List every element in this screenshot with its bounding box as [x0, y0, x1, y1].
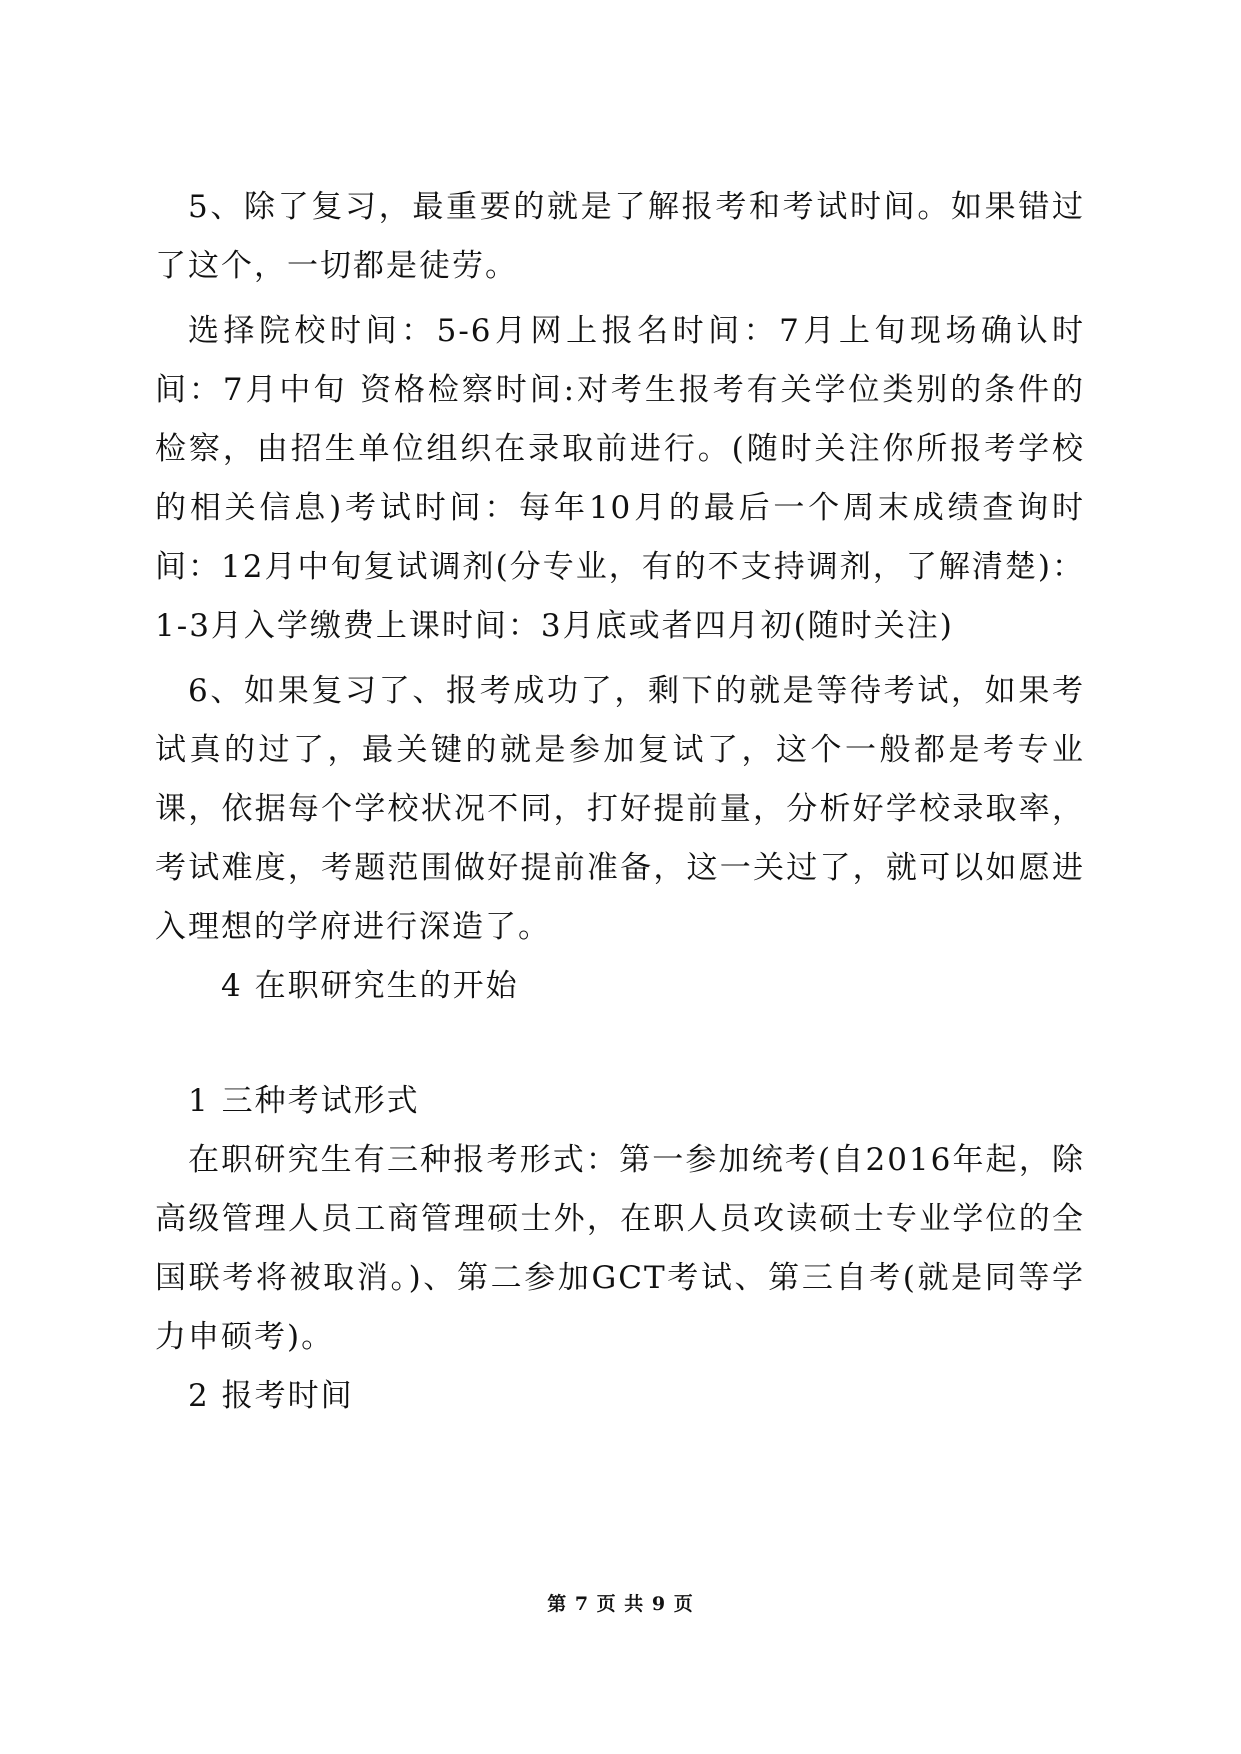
subsection-title-registration-time: 2 报考时间: [188, 1378, 354, 1414]
section-spacer: [155, 1016, 1085, 1072]
paragraph-schedule: 选择院校时间：5-6月网上报名时间：7月上旬现场确认时间：7月中旬 资格检察时间:对考生报考有关学位类别的条件的检察，由招生单位组织在录取前进行。(随时关注你所报考学校的相关信息)考试时间：每年10月的最后一个周末成绩查询时间：12月中旬复试调剂(分专业，有的不支持调剂，了解清楚)：1-3月入学缴费上课时间：3月底或者四月初(随时关注): [155, 313, 1085, 644]
paragraph-exam-forms: 在职研究生有三种报考形式：第一参加统考(自2016年起，除高级管理人员工商管理硕士外，在职人员攻读硕士专业学位的全国联考将被取消。)、第二参加GCT考试、第三自考(就是同等学力申硕考)。: [155, 1142, 1085, 1355]
page-number-footer: 第 7 页 共 9 页: [547, 1593, 694, 1615]
document-body: [155, 178, 1085, 1426]
paragraph-exam-timing: 5、除了复习，最重要的就是了解报考和考试时间。如果错过了这个，一切都是徒劳。: [155, 189, 1085, 284]
subsection-title-exam-forms: 1 三种考试形式: [188, 1083, 420, 1119]
paragraph-retest: 6、如果复习了、报考成功了，剩下的就是等待考试，如果考试真的过了，最关键的就是参加复试了，这个一般都是考专业课，依据每个学校状况不同，打好提前量，分析好学校录取率，考试难度，考题范围做好提前准备，这一关过了，就可以如愿进入理想的学府进行深造了。: [155, 673, 1085, 945]
section-title: 4 在职研究生的开始: [221, 968, 519, 1004]
